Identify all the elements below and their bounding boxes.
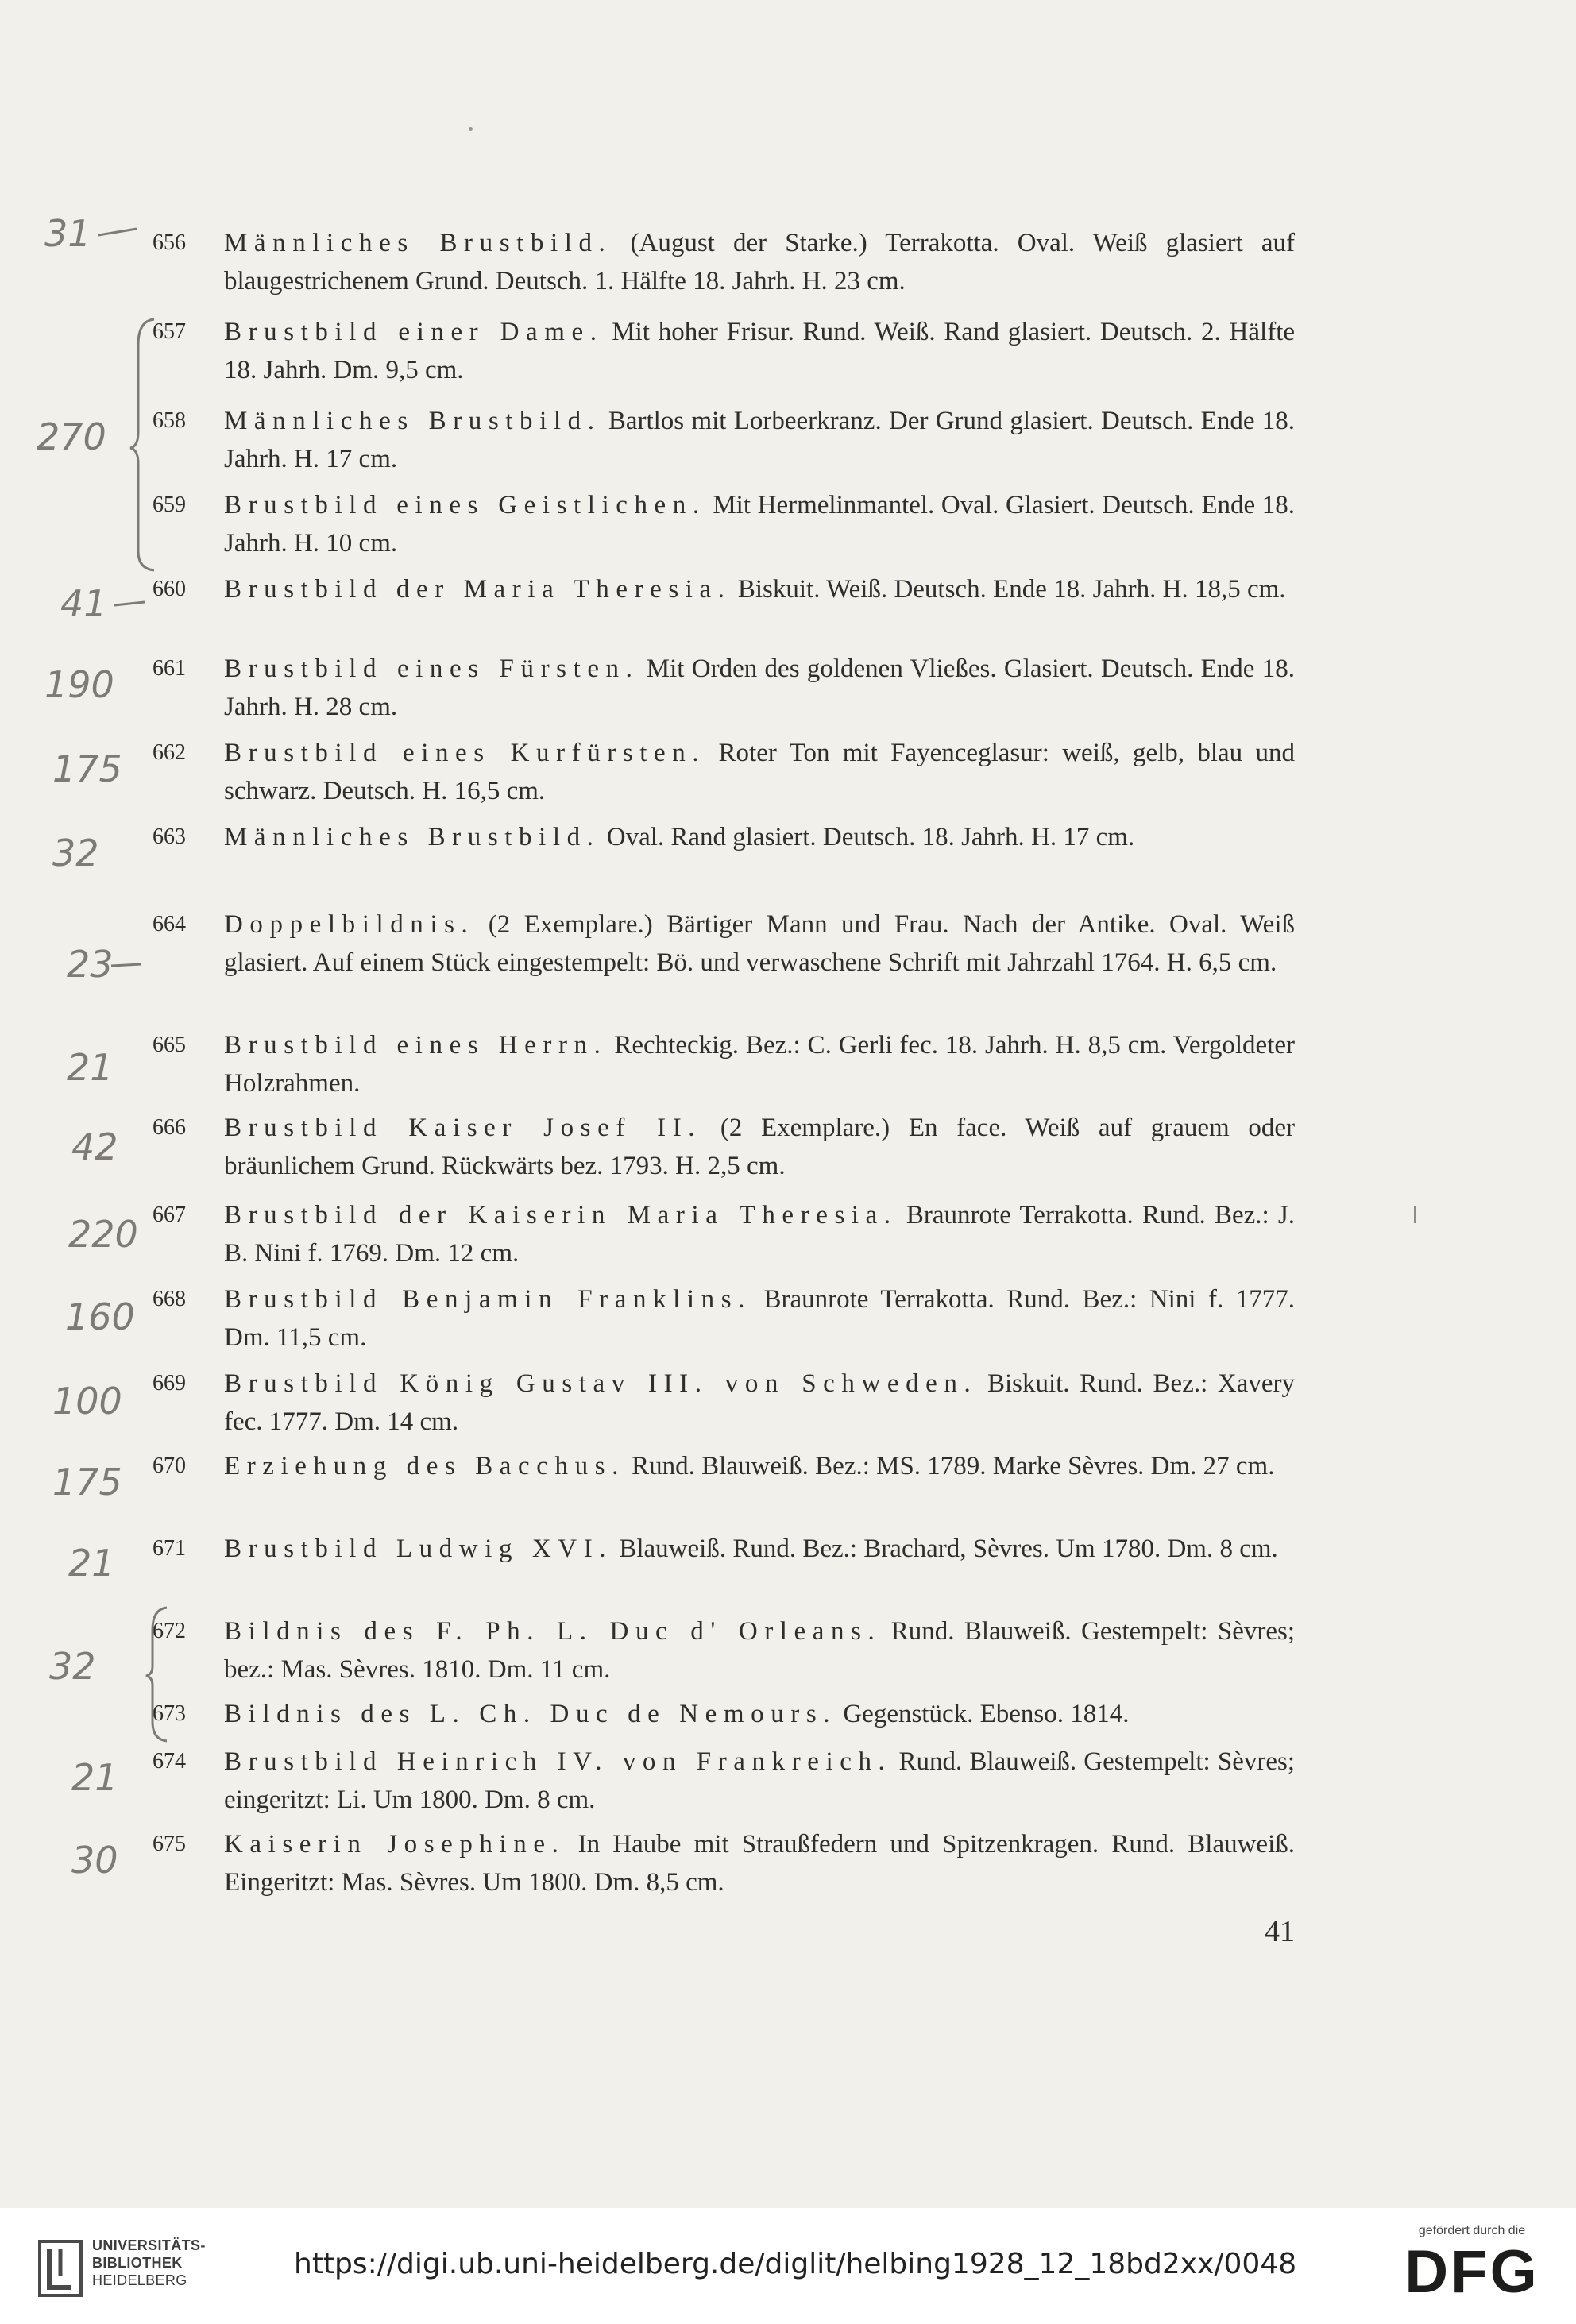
- lot-number: 666: [153, 1115, 186, 1140]
- entry-text: (August der Starke.) Terrakotta. Oval. Weiß glasiert auf blaugestrichenem Grund. Deutsch. 1. Hälfte 18. Jahrh. H. 23 cm.: [224, 229, 1296, 295]
- entry-text: (2 Exemplare.) Bärtiger Mann und Frau. Nach der Antike. Oval. Weiß glasiert. Auf einem Stück eingestempelt: Bö. und verwaschene Schrift mit Jahrzahl 1764. H. 6,5 cm.: [224, 910, 1296, 977]
- lot-number: 673: [153, 1701, 186, 1726]
- library-name-line: BIBLIOTHEK: [92, 2255, 183, 2271]
- entry-text: Gegenstück. Ebenso. 1814.: [843, 1700, 1130, 1728]
- pencil-annotation: [32, 402, 143, 473]
- entry-text: Braunrote Terrakotta. Rund. Bez.: J. B. Nini f. 1769. Dm. 12 cm.: [224, 1201, 1295, 1268]
- svg-text:32: 32: [49, 1645, 96, 1688]
- entry-title: Bildnis des F. Ph. L. Duc d' Orleans.: [224, 1617, 882, 1646]
- svg-text:220: 220: [68, 1213, 138, 1256]
- permalink[interactable]: https://digi.ub.uni-heidelberg.de/diglit/helbing1928_12_18bd2xx/0048: [294, 2248, 1297, 2280]
- lot-number: 672: [153, 1619, 186, 1643]
- svg-text:190: 190: [44, 663, 114, 706]
- entry-text: Braunrote Terrakotta. Rund. Bez.: Nini f. 1777. Dm. 11,5 cm.: [224, 1285, 1295, 1352]
- entry-title: Brustbild der Kaiserin Maria Theresia.: [224, 1201, 898, 1230]
- lot-number: 669: [153, 1371, 186, 1396]
- pencil-bracket: [130, 313, 159, 575]
- pencil-annotation: [67, 1112, 178, 1183]
- entry-title: Erziehung des Bacchus.: [224, 1452, 625, 1480]
- lot-number: 664: [153, 912, 186, 936]
- svg-text:270: 270: [37, 415, 106, 458]
- svg-text:21: 21: [71, 1756, 118, 1799]
- entry-title: Männliches Brustbild.: [224, 407, 601, 435]
- entry-title: Brustbild eines Geistlichen.: [224, 491, 706, 519]
- entry-title: Brustbild Kaiser Josef II.: [224, 1114, 702, 1142]
- entry-text: Bartlos mit Lorbeerkranz. Der Grund glasiert. Deutsch. Ende 18. Jahrh. H. 17 cm.: [224, 407, 1296, 473]
- library-name: [92, 2237, 206, 2289]
- pencil-annotation: [67, 1743, 178, 1814]
- lot-number: 662: [153, 740, 186, 765]
- funder-block: [1396, 2224, 1547, 2307]
- entry-text: Rund. Blauweiß. Gestempelt: Sèvres; bez.: Mas. Sèvres. 1810. Dm. 11 cm.: [224, 1617, 1296, 1684]
- lot-number: 668: [153, 1287, 186, 1311]
- lot-number: 659: [153, 492, 186, 517]
- entry-title: Brustbild König Gustav III. von Schweden.: [224, 1369, 978, 1398]
- library-name-line: HEIDELBERG: [92, 2272, 187, 2288]
- lot-number: 665: [153, 1033, 186, 1057]
- svg-text:175: 175: [52, 1461, 122, 1504]
- lot-number: 660: [153, 577, 186, 601]
- entry-title: Männliches Brustbild.: [224, 229, 612, 257]
- entry-text: Biskuit. Rund. Bez.: Xavery fec. 1777. Dm. 14 cm.: [224, 1369, 1295, 1436]
- pencil-annotation: [44, 1631, 156, 1703]
- funding-note: gefördert durch die: [1418, 2224, 1526, 2237]
- entry-title: Bildnis des L. Ch. Duc de Nemours.: [224, 1700, 837, 1728]
- entry-text: In Haube mit Straußfedern und Spitzenkragen. Rund. Blauweiß. Eingeritzt: Mas. Sèvres. Um 1800. Dm. 8,5 cm.: [224, 1830, 1295, 1897]
- university-library-logo-icon: [38, 2240, 83, 2297]
- entry-title: Brustbild Heinrich IV. von Frankreich.: [224, 1747, 892, 1776]
- lot-number: 667: [153, 1203, 186, 1227]
- svg-text:21: 21: [67, 1046, 114, 1089]
- pencil-annotation: [64, 1199, 175, 1271]
- entry-text: Rund. Blauweiß. Gestempelt: Sèvres; eingeritzt: Li. Um 1800. Dm. 8 cm.: [224, 1747, 1295, 1814]
- library-name-line: UNIVERSITÄTS-: [92, 2237, 206, 2253]
- entry-text: Rechteckig. Bez.: C. Gerli fec. 18. Jahrh. H. 8,5 cm. Vergoldeter Holzrahmen.: [224, 1031, 1296, 1098]
- entry-title: Brustbild einer Dame.: [224, 318, 604, 346]
- entry-text: Mit Hermelinmantel. Oval. Glasiert. Deutsch. Ende 18. Jahrh. H. 10 cm.: [224, 491, 1295, 558]
- svg-text:31: 31: [44, 212, 91, 255]
- svg-text:100: 100: [52, 1380, 122, 1423]
- lot-number: 658: [153, 408, 186, 433]
- entry-text: Oval. Rand glasiert. Deutsch. 18. Jahrh. H. 17 cm.: [606, 823, 1135, 851]
- lot-number: 674: [153, 1749, 186, 1774]
- entry-title: Brustbild eines Herrn.: [224, 1031, 608, 1060]
- entry-text: Roter Ton mit Fayenceglasur: weiß, gelb, blau und schwarz. Deutsch. H. 16,5 cm.: [224, 739, 1295, 805]
- lot-number: 675: [153, 1832, 186, 1856]
- entry-text: Biskuit. Weiß. Deutsch. Ende 18. Jahrh. H. 18,5 cm.: [737, 575, 1286, 604]
- svg-text:160: 160: [65, 1295, 135, 1338]
- entry-title: Doppelbildnis.: [224, 910, 475, 939]
- pencil-annotation: [62, 1033, 173, 1104]
- viewer-footer: [0, 2208, 1576, 2324]
- lot-number: 661: [153, 656, 186, 681]
- pencil-annotation: [64, 1528, 175, 1600]
- pencil-annotation: [56, 569, 167, 640]
- entry-title: Männliches Brustbild.: [224, 823, 601, 851]
- dfg-logo: DFG: [1404, 2238, 1539, 2306]
- svg-text:175: 175: [52, 747, 122, 790]
- svg-text:41: 41: [60, 582, 107, 625]
- pencil-annotation: [40, 199, 151, 270]
- entry-title: Brustbild Ludwig XVI.: [224, 1535, 613, 1563]
- page-number: 41: [1265, 1915, 1295, 1948]
- svg-text:21: 21: [68, 1542, 115, 1585]
- pencil-annotation: [48, 734, 159, 805]
- pencil-bracket: [146, 1603, 170, 1744]
- pencil-annotation: [60, 1282, 172, 1353]
- pencil-annotation: [62, 929, 173, 1001]
- lot-number: 670: [153, 1453, 186, 1478]
- margin-tick: [1414, 1206, 1416, 1223]
- pencil-annotation: [48, 818, 159, 890]
- lot-number: 656: [153, 230, 186, 255]
- svg-text:23: 23: [67, 943, 114, 986]
- pencil-annotation: [40, 650, 151, 721]
- entry-text: Rund. Blauweiß. Bez.: MS. 1789. Marke Sèvres. Dm. 27 cm.: [632, 1452, 1275, 1480]
- svg-text:32: 32: [52, 832, 99, 874]
- entry-text: (2 Exemplare.) En face. Weiß auf grauem oder bräunlichem Grund. Rückwärts bez. 1793. H. 2,5 cm.: [224, 1114, 1296, 1180]
- lot-number: 657: [153, 319, 186, 344]
- entry-text: Mit Orden des goldenen Vließes. Glasiert. Deutsch. Ende 18. Jahrh. H. 28 cm.: [224, 654, 1296, 721]
- entry-title: Kaiserin Josephine.: [224, 1830, 566, 1859]
- entry-text: Mit hoher Frisur. Rund. Weiß. Rand glasiert. Deutsch. 2. Hälfte 18. Jahrh. Dm. 9,5 cm.: [224, 318, 1296, 384]
- pencil-annotation: [67, 1825, 178, 1897]
- svg-text:30: 30: [71, 1839, 118, 1882]
- lot-number: 663: [153, 824, 186, 849]
- entry-text: Blauweiß. Rund. Bez.: Brachard, Sèvres. Um 1780. Dm. 8 cm.: [619, 1535, 1278, 1563]
- entry-title: Brustbild eines Fürsten.: [224, 654, 639, 683]
- entry-title: Brustbild der Maria Theresia.: [224, 575, 732, 604]
- entry-title: Brustbild eines Kurfürsten.: [224, 739, 706, 767]
- lot-number: 671: [153, 1536, 186, 1561]
- svg-text:42: 42: [71, 1125, 118, 1168]
- pencil-annotation: [48, 1366, 159, 1438]
- pencil-annotation: [48, 1447, 159, 1519]
- entry-title: Brustbild Benjamin Franklins.: [224, 1285, 751, 1314]
- speck: [469, 127, 473, 131]
